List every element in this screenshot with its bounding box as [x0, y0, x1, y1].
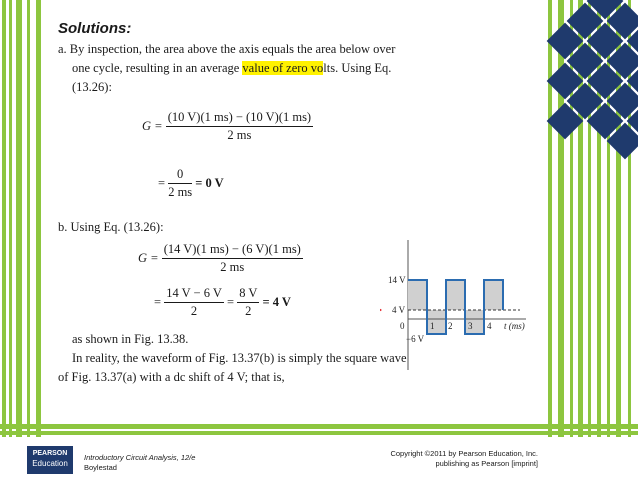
left-stripe-2	[9, 0, 12, 478]
part-b-line-3: In reality, the waveform of Fig. 13.37(b) is simply the square wave	[72, 351, 407, 365]
left-stripe-5	[36, 0, 41, 478]
equation-lhs: G =	[138, 251, 159, 265]
part-a-equation-1	[142, 110, 313, 143]
part-a-equation-2	[158, 167, 224, 200]
fraction-numerator: 8 V	[237, 286, 259, 303]
equation-result: = 0 V	[195, 176, 224, 190]
author: Boylestad	[84, 463, 117, 472]
part-b-line-1: b. Using Eq. (13.26):	[58, 220, 164, 234]
label-14v: 14 V	[388, 275, 406, 285]
equation-result: = 4 V	[262, 295, 291, 309]
fraction-denominator: 2 ms	[227, 128, 252, 142]
fraction-numerator: 14 V − 6 V	[164, 286, 224, 303]
left-stripe-3	[16, 0, 22, 478]
equation-lhs: G =	[142, 119, 163, 133]
label-time-axis: t (ms)	[504, 321, 525, 331]
label-3: 3	[468, 321, 473, 331]
fraction	[166, 110, 313, 143]
part-a-line-1: a. By inspection, the area above the axis equals the area below over	[58, 42, 396, 56]
fraction-denominator: 2 ms	[220, 260, 245, 274]
part-a-line-2-post: lts. Using Eq.	[323, 61, 392, 75]
fraction-numerator: (10 V)(1 ms) − (10 V)(1 ms)	[166, 110, 313, 127]
label-4v: 4 V	[392, 305, 406, 315]
part-a-line-2-pre: one cycle, resulting in an average	[72, 61, 243, 75]
highlighted-text: value of zero vo	[242, 61, 324, 75]
label-4: 4	[487, 321, 492, 331]
left-stripe-4	[27, 0, 30, 478]
fraction-denominator: 2 ms	[168, 185, 193, 199]
solutions-heading: Solutions:	[58, 20, 132, 37]
label-2: 2	[448, 321, 453, 331]
logo-line-1: PEARSON	[32, 450, 68, 457]
fraction-denominator: 2	[245, 304, 252, 318]
shaded-area	[446, 280, 465, 310]
part-b-line-4: of Fig. 13.37(a) with a dc shift of 4 V; that is,	[58, 370, 285, 384]
fraction	[168, 167, 192, 200]
fraction-numerator: 0	[168, 167, 192, 184]
shaded-area	[484, 280, 503, 310]
part-a-line-2	[72, 59, 391, 78]
fraction	[237, 286, 259, 319]
right-stripe-1	[548, 0, 552, 478]
pointer-arrow-head	[380, 304, 382, 316]
label-neg6v: −6 V	[406, 334, 425, 344]
footer-band-top	[0, 424, 638, 429]
label-1: 1	[430, 321, 435, 331]
copyright-line-1: Copyright ©2011 by Pearson Education, Inc.	[390, 449, 538, 458]
waveform-figure	[380, 238, 540, 376]
fraction	[164, 286, 224, 319]
part-b-equation-1	[138, 242, 303, 275]
part-b-line-2: as shown in Fig. 13.38.	[72, 332, 189, 346]
fraction-numerator: (14 V)(1 ms) − (6 V)(1 ms)	[162, 242, 303, 259]
equals-sign: =	[227, 295, 235, 309]
left-stripe-1	[2, 0, 6, 478]
equals-sign: =	[154, 295, 162, 309]
logo-line-2: Education	[32, 459, 68, 468]
part-a-line-3: (13.26):	[72, 80, 112, 94]
copyright-line-2: publishing as Pearson [imprint]	[435, 459, 538, 468]
shaded-area	[408, 280, 427, 310]
book-title: Introductory Circuit Analysis, 12/e	[84, 453, 196, 462]
part-b-equation-2	[154, 286, 291, 319]
label-0: 0	[400, 321, 405, 331]
footer-band-bottom	[0, 431, 638, 435]
equals-sign: =	[158, 176, 166, 190]
fraction	[162, 242, 303, 275]
waveform-svg	[380, 238, 540, 376]
pearson-logo	[27, 446, 73, 474]
fraction-denominator: 2	[190, 304, 198, 318]
